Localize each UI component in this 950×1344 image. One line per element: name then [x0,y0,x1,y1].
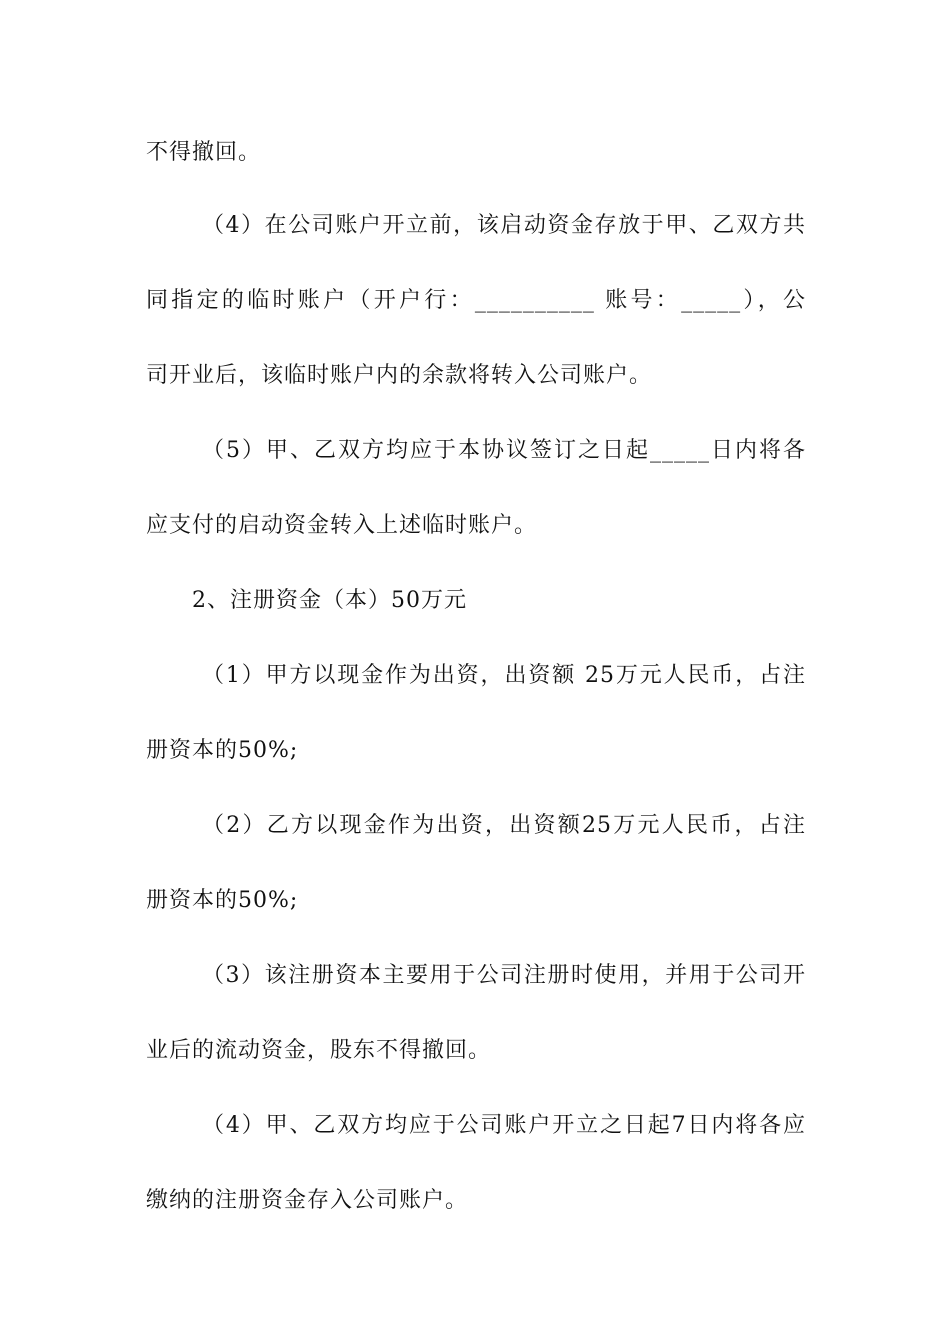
text-line: 业后的流动资金，股东不得撤回。 [146,1038,492,1063]
text-line: 不得撤回。 [146,140,262,165]
text-line: （4）在公司账户开立前，该启动资金存放于甲、乙双方共 [202,213,806,238]
text-line: （2）乙方以现金作为出资，出资额25万元人民币，占注 [202,813,806,838]
text-line: 册资本的50%; [146,888,299,913]
text-line: 册资本的50%; [146,738,299,763]
text-line: 应支付的启动资金转入上述临时账户。 [146,513,538,538]
section-heading: 2、注册资金（本）50万元 [192,588,467,613]
text-line: （1）甲方以现金作为出资，出资额 25万元人民币，占注 [202,663,806,688]
text-line: （3）该注册资本主要用于公司注册时使用，并用于公司开 [202,963,806,988]
text-line: 司开业后，该临时账户内的余款将转入公司账户。 [146,363,653,388]
text-line: 同指定的临时账户（开户行：__________ 账号：_____），公 [146,288,806,313]
text-line: 缴纳的注册资金存入公司账户。 [146,1188,469,1213]
text-line: （5）甲、乙双方均应于本协议签订之日起_____日内将各 [202,438,806,463]
text-line: （4）甲、乙双方均应于公司账户开立之日起7日内将各应 [202,1113,806,1138]
